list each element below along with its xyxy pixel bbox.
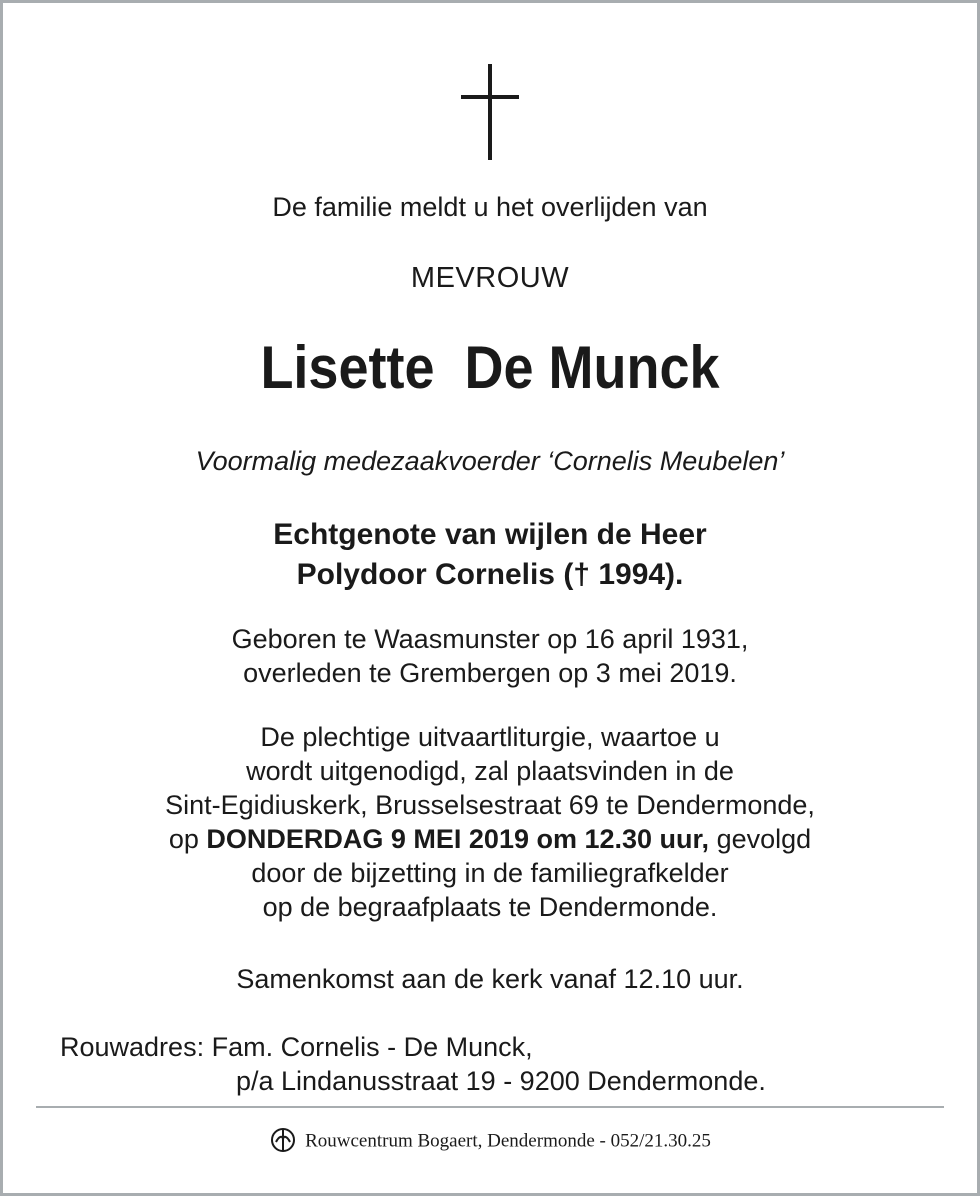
- honorific: MEVROUW: [410, 262, 570, 294]
- spouse-line: Echtgenote van wijlen de Heer: [273, 518, 707, 551]
- funeral-home-footer: [0, 1128, 980, 1156]
- spouse-line: Polydoor Cornelis († 1994).: [296, 558, 684, 591]
- birth-line: Geboren te Waasmunster op 16 april 1931,: [231, 624, 749, 654]
- first-name: Lisette: [260, 334, 435, 401]
- mourning-address: Rouwadres: Fam. Cornelis - De Munck,: [60, 1032, 533, 1062]
- service-line: De plechtige uitvaartliturgie, waartoe u: [260, 722, 720, 752]
- service-line: op de begraafplaats te Dendermonde.: [262, 892, 718, 922]
- death-line: overleden te Grembergen op 3 mei 2019.: [243, 658, 737, 688]
- service-datetime: DONDERDAG 9 MEI 2019 om 12.30 uur,: [206, 824, 710, 854]
- service-datetime-line: [0, 822, 980, 856]
- service-line: Sint-Egidiuskerk, Brusselsestraat 69 te Dendermonde,: [165, 790, 815, 820]
- dove-circle-icon: [269, 1126, 297, 1154]
- service-suffix: gevolgd: [716, 824, 812, 854]
- service-prefix: op: [168, 824, 199, 854]
- divider: [36, 1106, 944, 1108]
- life-dates: [0, 622, 980, 690]
- deceased-name: [49, 333, 931, 402]
- funeral-service: [0, 720, 980, 924]
- former-role: Voormalig medezaakvoerder ‘Cornelis Meubelen’: [195, 446, 785, 476]
- funeral-home-text: Rouwcentrum Bogaert, Dendermonde - 052/21.30.25: [305, 1130, 711, 1152]
- cross-icon: [461, 64, 519, 160]
- service-line: door de bijzetting in de familiegrafkelder: [251, 858, 729, 888]
- service-line: wordt uitgenodigd, zal plaatsvinden in de: [246, 756, 734, 786]
- spouse-info: [0, 515, 980, 595]
- gathering-info: Samenkomst aan de kerk vanaf 12.10 uur.: [236, 964, 744, 994]
- mourning-address-street: p/a Lindanusstraat 19 - 9200 Dendermonde.: [236, 1066, 766, 1096]
- intro-text: De familie meldt u het overlijden van: [272, 192, 708, 222]
- last-name: De Munck: [464, 334, 720, 401]
